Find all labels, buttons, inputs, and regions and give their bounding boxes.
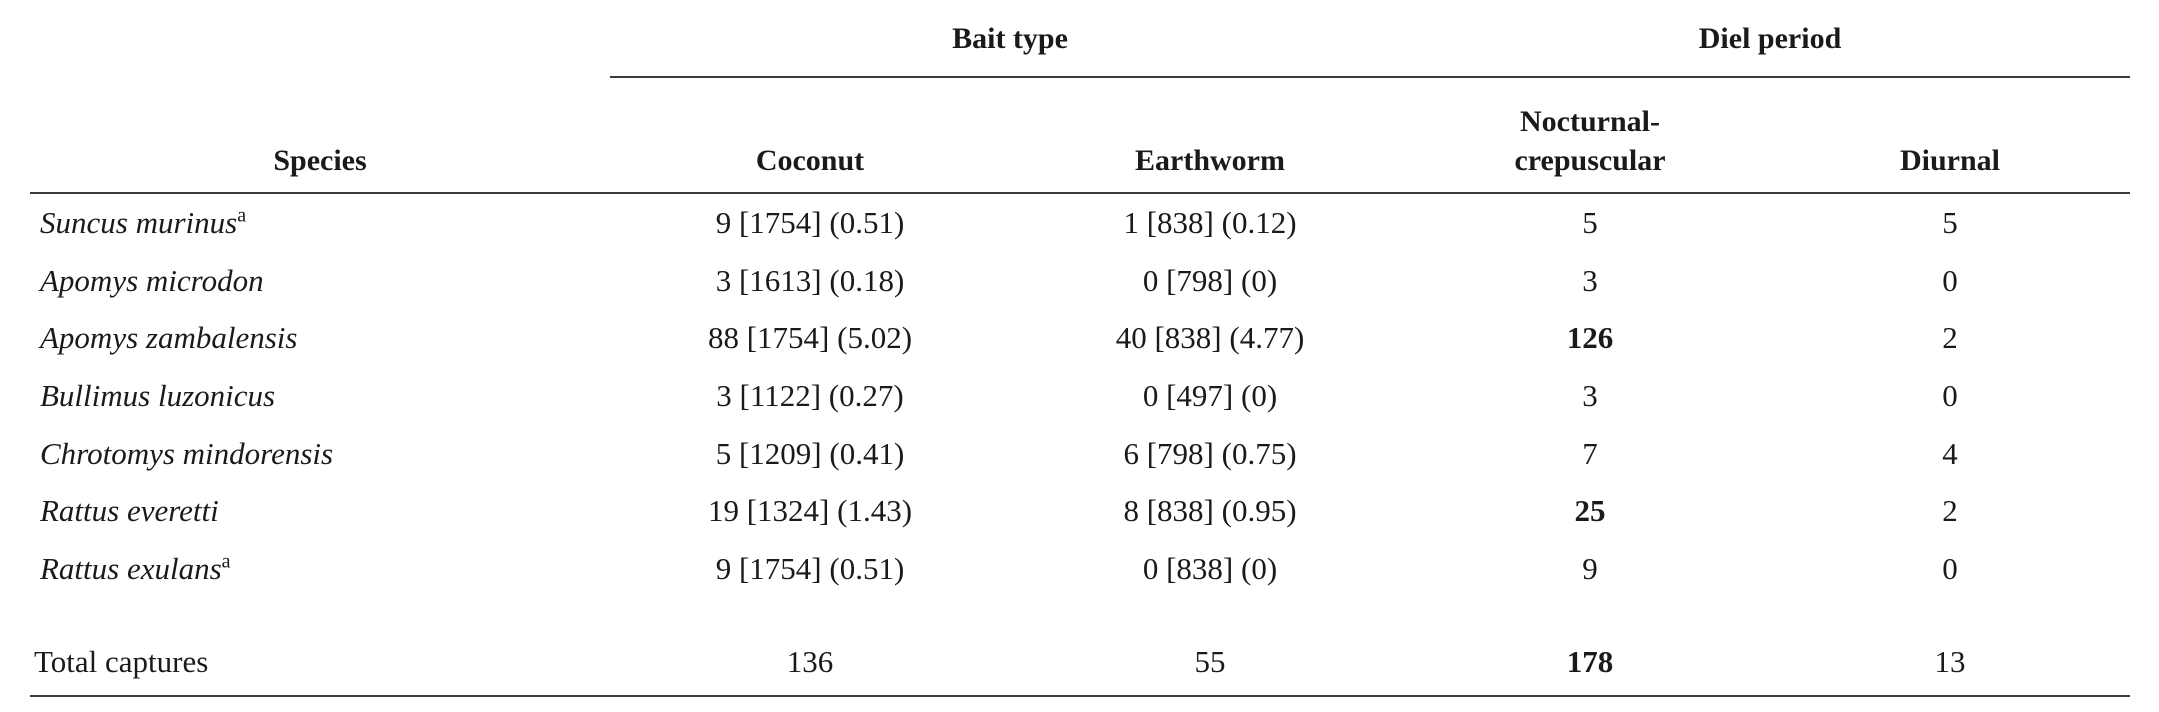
diurnal-value-cell: 4 (1942, 435, 1958, 471)
coconut-value-cell: 9 [1754] (0.51) (610, 193, 1010, 252)
column-header-row (30, 77, 2130, 193)
footnote-marker: a (221, 550, 231, 573)
earthworm-value-cell: 0 [798] (0) (1142, 262, 1278, 298)
column-header-nocturnal-line2: crepuscular (1514, 143, 1666, 177)
table-row (30, 309, 2130, 367)
group-header-row (30, 8, 2130, 77)
total-label-cell: Total captures (34, 643, 209, 679)
column-header-nocturnal-line1: Nocturnal- (1520, 105, 1660, 139)
total-coconut-cell: 136 (786, 643, 834, 679)
group-header-bait-type: Bait type (610, 8, 1410, 77)
row-spacer (30, 598, 2130, 638)
earthworm-value-cell: 6 [798] (0.75) (1123, 435, 1297, 471)
spacer-cell (1770, 598, 2130, 638)
nocturnal-value-cell: 7 (1582, 435, 1598, 471)
table-bottom-rule (30, 695, 2130, 697)
diurnal-value-cell: 5 (1770, 193, 2130, 252)
species-name-cell: Apomys microdon (40, 262, 264, 298)
nocturnal-value-cell: 9 (1582, 551, 1598, 587)
table-row (30, 482, 2130, 540)
coconut-value-cell: 3 [1613] (0.18) (715, 262, 905, 298)
diurnal-value-cell: 0 (1942, 551, 1958, 587)
table-row (30, 425, 2130, 483)
coconut-value-cell: 88 [1754] (5.02) (707, 320, 913, 356)
diurnal-value-cell: 2 (1942, 493, 1958, 529)
total-diurnal-cell: 13 (1934, 643, 1966, 679)
species-name-cell: Apomys zambalensis (40, 320, 298, 356)
table-body (30, 193, 2130, 638)
nocturnal-value-cell: 5 (1410, 193, 1770, 252)
table-row (30, 540, 2130, 598)
spacer-cell (1410, 598, 1770, 638)
group-header-diel-period: Diel period (1410, 8, 2130, 77)
table-row (30, 193, 2130, 252)
species-capture-table (30, 8, 2130, 695)
table-container (0, 8, 2159, 712)
diurnal-value-cell: 2 (1942, 320, 1958, 356)
table-row (30, 252, 2130, 310)
earthworm-value-cell: 1 [838] (0.12) (1010, 193, 1410, 252)
earthworm-value-cell: 8 [838] (0.95) (1123, 493, 1297, 529)
spacer-cell (610, 598, 1010, 638)
species-name-cell: Suncus murinus$^a$ (30, 193, 610, 252)
coconut-value-cell: 3 [1122] (0.27) (716, 378, 904, 414)
total-earthworm-cell: 55 (1194, 643, 1226, 679)
earthworm-value-cell: 40 [838] (4.77) (1115, 320, 1305, 356)
column-header-diurnal: Diurnal (1900, 143, 2001, 177)
column-header-earthworm: Earthworm (1135, 143, 1285, 177)
nocturnal-value-cell: 126 (1566, 320, 1614, 356)
spacer-cell (1010, 598, 1410, 638)
coconut-value-cell: 5 [1209] (0.41) (715, 435, 905, 471)
column-header-coconut: Coconut (755, 143, 865, 177)
diurnal-value-cell: 0 (1942, 262, 1958, 298)
diurnal-value-cell: 0 (1942, 378, 1958, 414)
footnote-marker: a (237, 204, 247, 227)
species-name-cell: Bullimus luzonicus (40, 378, 276, 414)
group-header-blank (30, 8, 610, 77)
table-row (30, 367, 2130, 425)
species-name-cell: Chrotomys mindorensis (40, 435, 334, 471)
total-captures-row (30, 638, 2130, 696)
coconut-value-cell: 19 [1324] (1.43) (707, 493, 913, 529)
column-header-nocturnal-crepuscular (1410, 77, 1770, 193)
nocturnal-value-cell: 3 (1582, 378, 1598, 414)
nocturnal-value-cell: 25 (1574, 493, 1606, 529)
earthworm-value-cell: 0 [838] (0) (1142, 551, 1278, 587)
species-name-cell: Rattus exulans$^a$ (40, 550, 231, 587)
nocturnal-value-cell: 3 (1582, 262, 1598, 298)
total-nocturnal-cell: 178 (1566, 643, 1614, 679)
earthworm-value-cell: 0 [497] (0) (1142, 378, 1278, 414)
spacer-cell (30, 598, 610, 638)
coconut-value-cell: 9 [1754] (0.51) (715, 551, 905, 587)
table-head (30, 8, 2130, 193)
species-name-cell: Rattus everetti (40, 493, 219, 529)
column-header-species: Species (273, 143, 367, 177)
table-total-row (30, 638, 2130, 696)
